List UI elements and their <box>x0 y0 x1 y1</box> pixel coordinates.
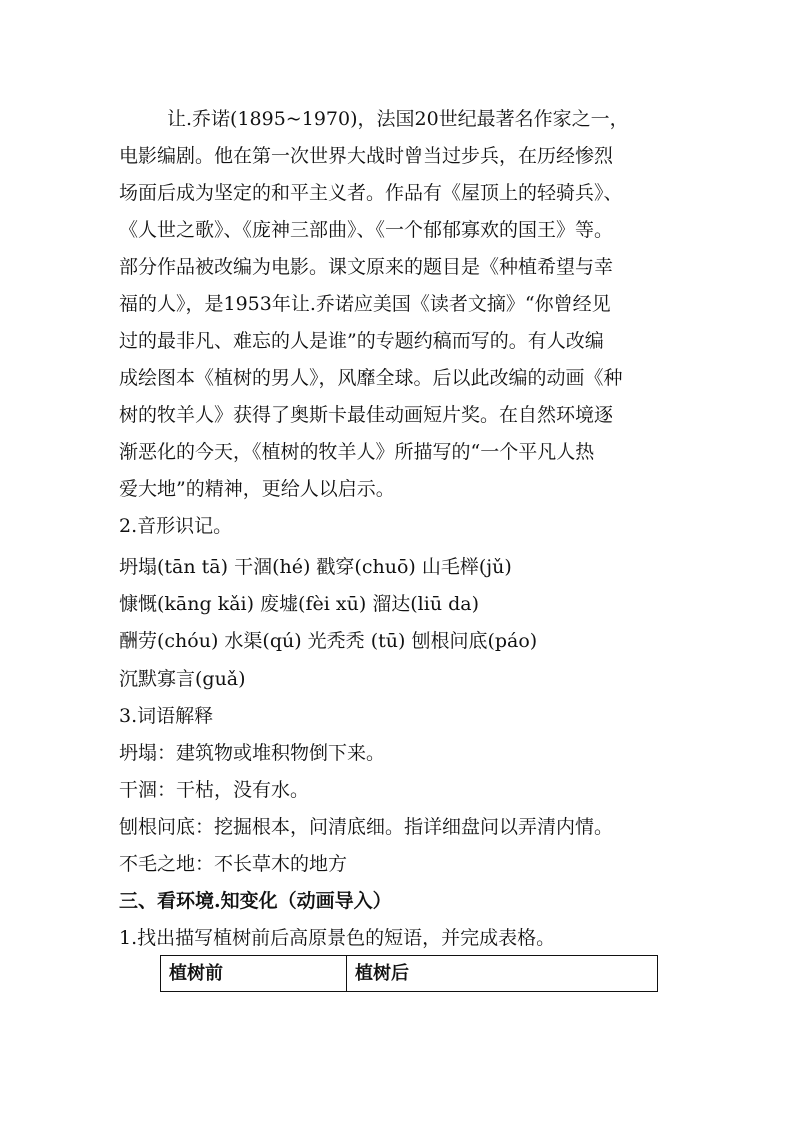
intro-line-3: 场面后成为坚定的和平主义者。作品有《屋顶上的轻骑兵》、 <box>119 182 623 204</box>
part3-heading: 三、看环境.知变化（动画导入） <box>119 890 392 912</box>
table-header-before: 植树前 <box>161 956 347 991</box>
definition-1: 坍塌：建筑物或堆积物倒下来。 <box>119 742 386 764</box>
pinyin-row-4: 沉默寡言(guǎ) <box>119 668 246 690</box>
before-after-table <box>160 955 658 992</box>
pinyin-row-2: 慷慨(kāng kǎi) 废墟(fèi xū) 溜达(liū da) <box>119 593 480 615</box>
intro-line-6: 福的人》，是1953年让.乔诺应美国《读者文摘》“你曾经见 <box>119 293 611 315</box>
intro-line-10: 渐恶化的今天，《植树的牧羊人》所描写的“一个平凡人热 <box>119 441 595 463</box>
intro-line-9: 树的牧羊人》获得了奥斯卡最佳动画短片奖。在自然环境逐 <box>119 404 614 426</box>
definition-4: 不毛之地：不长草木的地方 <box>119 853 348 875</box>
intro-line-1: 让.乔诺(1895~1970)，法国20世纪最著名作家之一， <box>167 108 629 130</box>
section3-heading: 3.词语解释 <box>119 705 214 727</box>
intro-line-2: 电影编剧。他在第一次世界大战时曾当过步兵，在历经惨烈 <box>119 145 614 167</box>
pinyin-row-1: 坍塌(tān tā) 干涸(hé) 戳穿(chuō) 山毛榉(jǔ) <box>119 556 512 578</box>
intro-line-8: 成绘图本《植树的男人》，风靡全球。后以此改编的动画《种 <box>119 367 623 389</box>
intro-line-4: 《人世之歌》、《庞神三部曲》、《一个郁郁寡欢的国王》等。 <box>119 219 614 241</box>
definition-2: 干涸：干枯，没有水。 <box>119 779 310 801</box>
intro-line-7: 过的最非凡、难忘的人是谁”的专题约稿而写的。有人改编 <box>119 330 604 352</box>
intro-line-11: 爱大地”的精神，更给人以启示。 <box>119 478 395 500</box>
pinyin-row-3: 酬劳(chóu) 水渠(qú) 光秃秃 (tū) 刨根问底(páo) <box>119 630 538 652</box>
intro-line-5: 部分作品被改编为电影。课文原来的题目是《种植希望与幸 <box>119 256 614 278</box>
task1-instruction: 1.找出描写植树前后高原景色的短语，并完成表格。 <box>119 927 556 949</box>
definition-3: 刨根问底：挖掘根本，问清底细。指详细盘问以弄清内情。 <box>119 816 614 838</box>
table-header-after: 植树后 <box>355 963 409 984</box>
section2-heading: 2.音形识记。 <box>119 515 233 537</box>
